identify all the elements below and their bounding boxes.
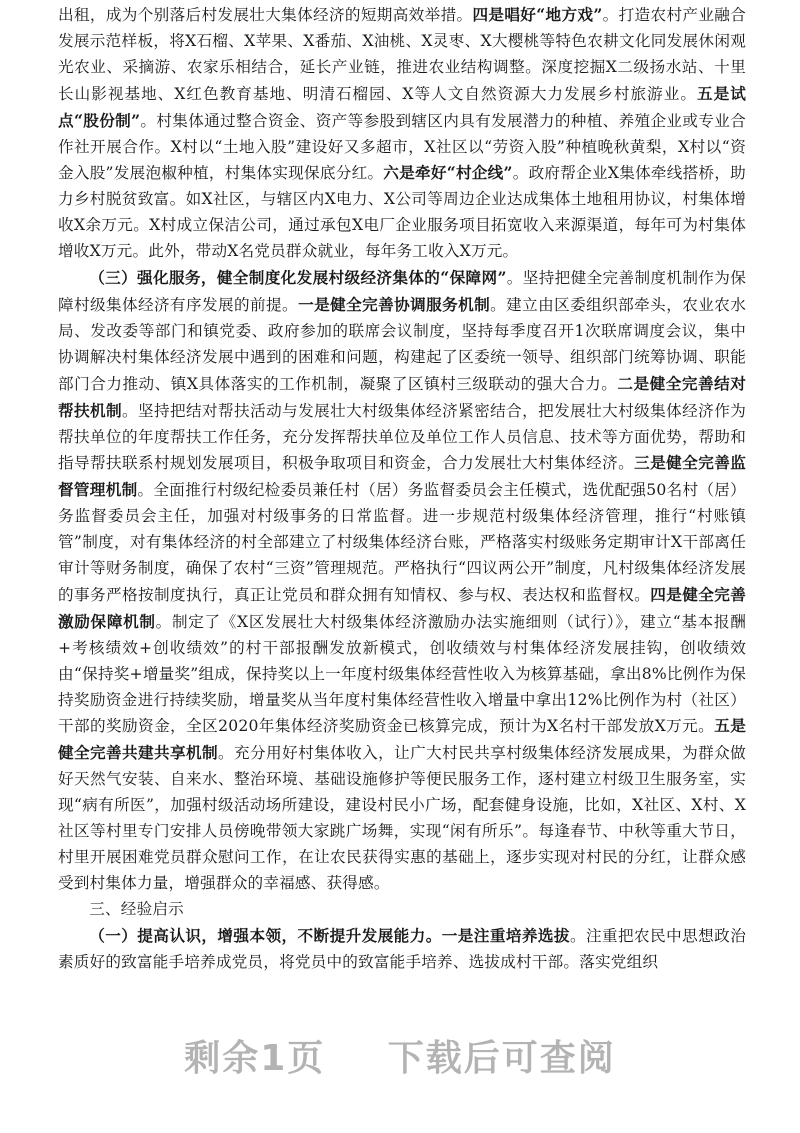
text-run: 。坚持把健全完善制度机制作为保障村级集体经济有序发展的前提。: [58, 269, 746, 314]
bold-heading-run: 五是健全完善共建共享机制: [58, 716, 746, 763]
text-run: 。制定了《X区发展壮大村级集体经济激励办法实施细则（试行）》，建立“基本报酬+考核绩效+创收绩效”的村干部报酬发放新模式，创收绩效与村集体经济发展挂钩，创收绩效由“保持奖+增量奖”组成，保持奖以上一年度村级集体经营性收入为核算基础，拿出8%比例作为保持奖励资金进行持续奖励，增量奖从当年度村集体经营性收入增量中拿出12%比例作为村（社区）干部的奖励资金，全区2020年集体经济奖励资金已核算完成，预计为X名村干部发放X万元。: [58, 612, 747, 736]
text-run: 出租，成为个别落后村发展壮大集体经济的短期高效举措。: [58, 6, 473, 24]
text-run: 。坚持把结对帮扶活动与发展壮大村级集体经济紧密结合，把发展壮大村级集体经济作为帮扶单位的年度帮扶工作任务，充分发挥帮扶单位及单位工作人员信息、技术等方面优势，帮助和指导帮扶联系村规划发展项目，积极争取项目和资金，合力发展壮大村集体经济。: [58, 401, 746, 473]
bold-heading-run: 二是健全完善结对帮扶机制: [58, 373, 746, 420]
bold-heading-run: 六是牵好“村企线”: [383, 163, 513, 183]
text-run: 。打造农村产业融合发展示范样板，将X石榴、X苹果、X番茄、X油桃、X灵枣、X大樱桃等特色农耕文化同发展休闲观光农业、采摘游、农家乐相结合，延长产业链，推进农业结构调整。深度挖掘X二级扬水站、十里长山影视基地、X红色教育基地、明清石榴园、X等人文自然资源大力发展乡村旅游业。: [58, 6, 746, 103]
bold-heading-run: 三是健全完善监督管理机制: [58, 453, 746, 500]
document-page: [58, 0, 746, 976]
text-run: 。建立由区委组织部牵头，农业农水局、发改委等部门和镇党委、政府参加的联席会议制度，坚持每季度召开1次联席调度会议，集中协调解决村集体经济发展中遇到的困难和问题，构建起了区委统一领导、组织部门统筹协调、职能部门合力推动、镇X具体落实的工作机制，凝聚了区镇村三级联动的强大合力。: [58, 295, 746, 393]
download-prompt[interactable]: [0, 1030, 800, 1081]
bold-heading-run: （一）提高认识，增强本领，不断提升发展能力。一是注重培养选拔: [89, 925, 570, 945]
bold-heading-run: 一是健全完善协调服务机制: [298, 294, 491, 314]
paragraph-raise-awareness: [58, 923, 746, 976]
bold-heading-run: （三）强化服务，健全制度化发展村级经济集体的“保障网”: [89, 268, 507, 288]
remaining-pages-label: 剩余1页: [184, 1038, 326, 1079]
bold-heading-run: 五是试点“股份制”: [58, 83, 746, 130]
bold-heading-run: 四是健全完善激励保障机制: [58, 584, 747, 631]
download-to-view-label: 下载后可查阅: [387, 1038, 616, 1079]
paragraph-service-guarantee-network: [58, 265, 746, 897]
section-title-experience: 三、经验启示: [89, 899, 184, 918]
text-run: 。注重把农民中思想政治素质好的致富能手培养成党员，将党员中的致富能手培养、选拔成村干部。落实党组织: [58, 926, 746, 971]
bold-heading-run: 四是唱好“地方戏”: [472, 5, 603, 24]
paragraph-local-opera-shareholding: [58, 2, 746, 265]
text-run: 。全面推行村级纪检委员兼任村（居）务监督委员会主任模式，选优配强50名村（居）务监督委员会主任，加强对村级事务的日常监督。进一步规范村级集体经济管理，推行“村账镇管”制度，对有集体经济的村全部建立了村级集体经济台账，严格落实村级账务定期审计X干部离任审计等财务制度，确保了农村“三资”管理规范。严格执行“四议两公开”制度，凡村级集体经济发展的事务严格按制度执行，真正让党员和群众拥有知情权、参与权、表达权和监督权。: [58, 481, 746, 604]
text-run: 。政府帮企业X集体牵线搭桥，助力乡村脱贫致富。如X社区，与辖区内X电力、X公司等周边企业达成集体土地租用协议，村集体增收X余万元。X村成立保洁公司，通过承包X电厂企业服务项目拓宽收入来源渠道，每年可为村集体增收X万元。此外，带动X名党员群众就业，每年务工收入X万元。: [58, 164, 746, 261]
text-run: 。村集体通过整合资金、资产等参股到辖区内具有发展潜力的种植、养殖企业或专业合作社开展合作。X村以“土地入股”建设好又多超市，X社区以“劳资入股”种植晚秋黄梨，X村以“资金入股”发展泡椒种植，村集体实现保底分红。: [58, 111, 746, 183]
text-run: 。充分用好村集体收入，让广大村民共享村级集体经济发展成果，为群众做好天然气安装、自来水、整治环境、基础设施修护等便民服务工作，逐村建立村级卫生服务室，实现“病有所医”，加强村级活动场所建设，建设村民小广场，配套健身设施，比如，X社区、X村、X社区等村里专门安排人员傍晚带领大家跳广场舞，实现“闲有所乐”。每逢春节、中秋等重大节日，村里开展困难党员群众慰问工作，在让农民获得实惠的基础上，逐步实现对村民的分红，让群众感受到村集体力量，增强群众的幸福感、获得感。: [58, 744, 746, 892]
